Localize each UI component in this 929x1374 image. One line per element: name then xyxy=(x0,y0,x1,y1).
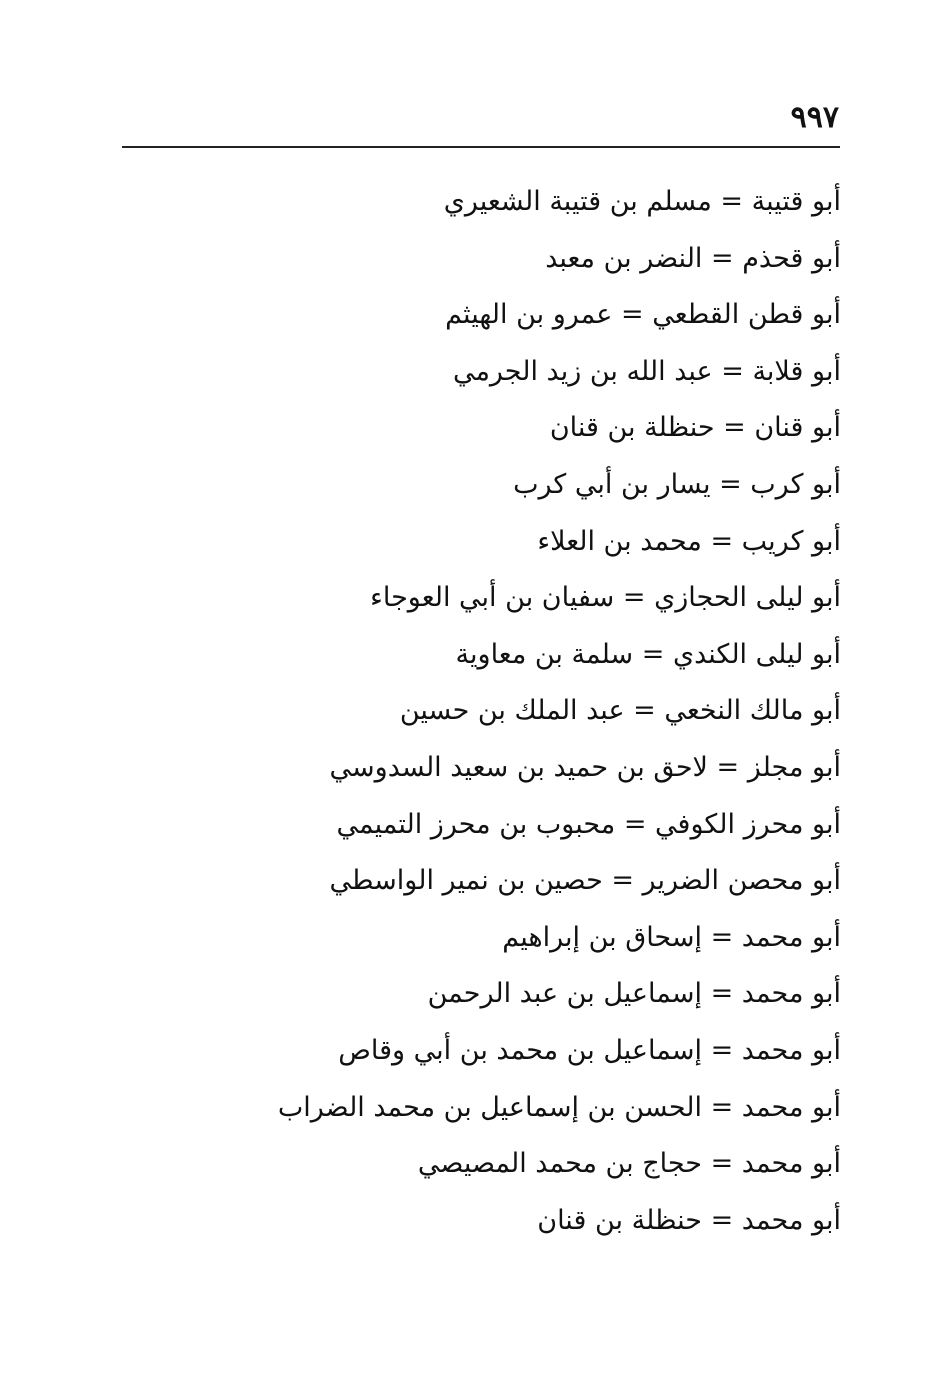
list-item: أبو محمد = إسماعيل بن محمد بن أبي وقاص xyxy=(338,1034,841,1066)
page-number: ٩٩٧ xyxy=(790,100,839,135)
header-divider xyxy=(122,146,840,148)
list-item: أبو كريب = محمد بن العلاء xyxy=(537,525,841,557)
list-item: أبو محمد = الحسن بن إسماعيل بن محمد الضراب xyxy=(277,1091,841,1123)
list-item: أبو قحذم = النضر بن معبد xyxy=(545,242,841,274)
list-item: أبو محصن الضرير = حصين بن نمير الواسطي xyxy=(329,865,841,897)
list-item: أبو قطن القطعي = عمرو بن الهيثم xyxy=(445,299,841,331)
list-item: أبو ليلى الحجازي = سفيان بن أبي العوجاء xyxy=(370,582,841,614)
list-item: أبو محمد = إسماعيل بن عبد الرحمن xyxy=(427,978,841,1010)
list-item: أبو محمد = حجاج بن محمد المصيصي xyxy=(417,1148,841,1180)
list-item: أبو محمد = حنظلة بن قنان xyxy=(537,1204,841,1236)
list-item: أبو قنان = حنظلة بن قنان xyxy=(549,412,841,444)
list-item: أبو قتيبة = مسلم بن قتيبة الشعيري xyxy=(443,186,841,217)
list-item: أبو قلابة = عبد الله بن زيد الجرمي xyxy=(452,355,841,387)
list-item: أبو مالك النخعي = عبد الملك بن حسين xyxy=(399,695,841,727)
list-item: أبو كرب = يسار بن أبي كرب xyxy=(513,468,841,500)
list-item: أبو ليلى الكندي = سلمة بن معاوية xyxy=(455,638,841,670)
list-item: أبو مجلز = لاحق بن حميد بن سعيد السدوسي xyxy=(329,751,841,783)
list-item: أبو محرز الكوفي = محبوب بن محرز التميمي xyxy=(336,808,841,840)
list-item: أبو محمد = إسحاق بن إبراهيم xyxy=(502,921,841,953)
entry-list xyxy=(141,174,841,1249)
